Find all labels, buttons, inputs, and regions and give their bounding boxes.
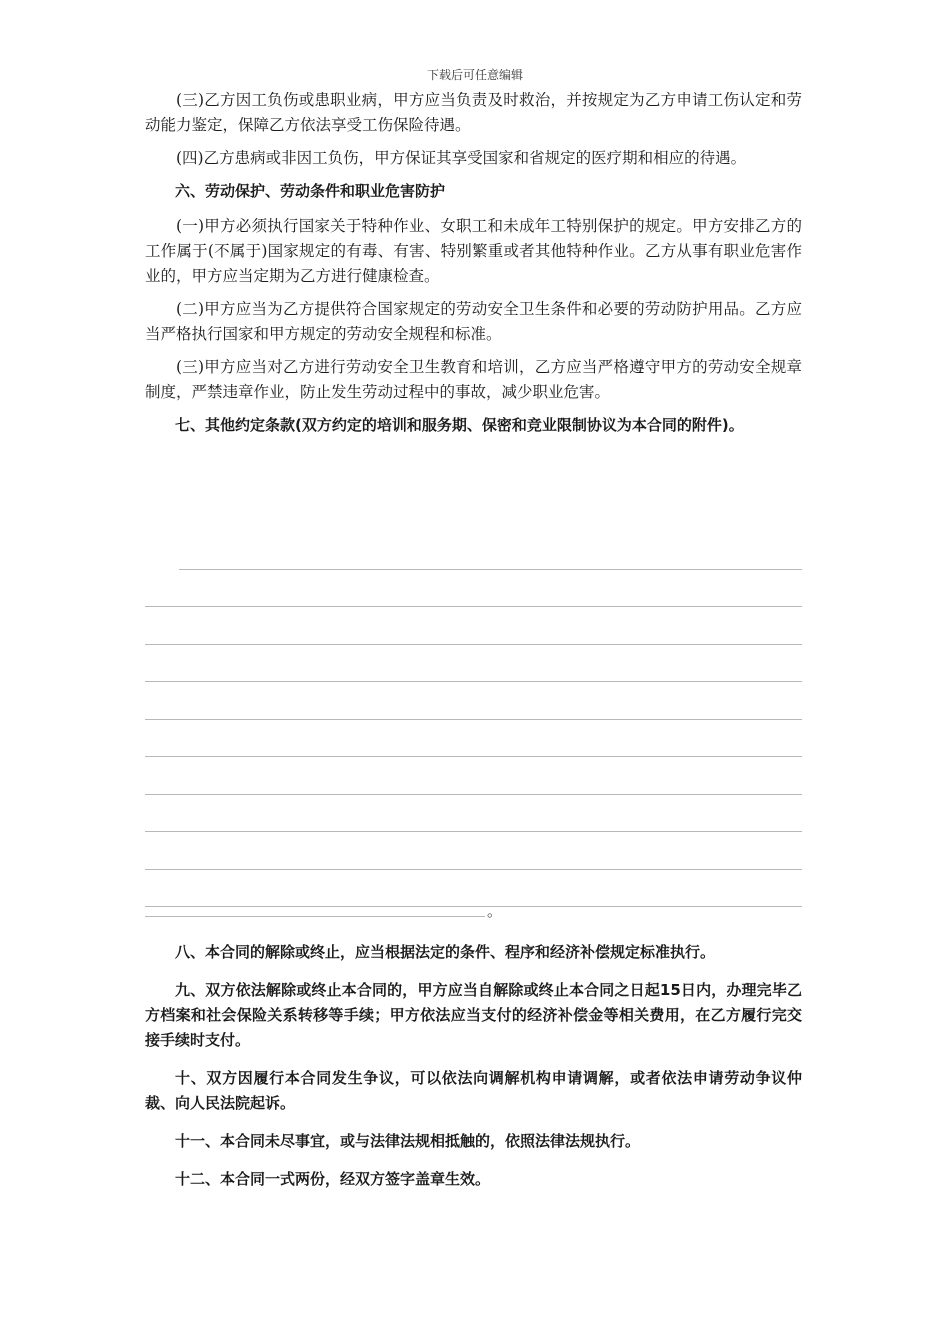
page-header: 下载后可任意编辑	[426, 68, 523, 82]
blank-line	[145, 720, 802, 758]
clause-5-3: (三)乙方因工负伤或患职业病，甲方应当负责及时救治，并按规定为乙方申请工伤认定和劳动能力鉴定，保障乙方依法享受工伤保险待遇。	[145, 91, 802, 134]
section-7-heading: 七、其他约定条款(双方约定的培训和服务期、保密和竞业限制协议为本合同的附件)。	[175, 416, 744, 434]
clause-10: 十、双方因履行本合同发生争议，可以依法向调解机构申请调解，或者依法申请劳动争议仲裁、向人民法院起诉。	[145, 1069, 802, 1112]
blank-line	[145, 607, 802, 645]
clause-11: 十一、本合同未尽事宜，或与法律法规相抵触的，依照法律法规执行。	[175, 1132, 641, 1150]
blank-line	[145, 645, 802, 683]
blank-line	[145, 532, 802, 570]
blank-line	[145, 570, 802, 608]
clause-12: 十二、本合同一式两份，经双方签字盖章生效。	[175, 1170, 491, 1188]
clause-5-4: (四)乙方患病或非因工负伤，甲方保证其享受国家和省规定的医疗期和相应的待遇。	[176, 149, 747, 167]
clause-9: 九、双方依法解除或终止本合同的，甲方应当自解除或终止本合同之日起15日内，办理完毕乙方档案和社会保险关系转移等手续；甲方依法应当支付的经济补偿金等相关费用，在乙方履行完交接手续时支付。	[145, 981, 802, 1049]
blank-line	[145, 832, 802, 870]
clause-6-2: (二)甲方应当为乙方提供符合国家规定的劳动安全卫生条件和必要的劳动防护用品。乙方应当严格执行国家和甲方规定的劳动安全规程和标准。	[145, 300, 802, 343]
blank-line	[145, 757, 802, 795]
document-body	[145, 88, 802, 446]
clause-8: 八、本合同的解除或终止，应当根据法定的条件、程序和经济补偿规定标准执行。	[175, 943, 716, 961]
blank-line	[145, 795, 802, 833]
blank-line	[145, 682, 802, 720]
end-mark: 。	[487, 902, 503, 920]
blank-fill-lines	[145, 532, 802, 907]
closing-clauses	[145, 940, 802, 1205]
blank-line-final	[145, 898, 505, 918]
clause-6-1: (一)甲方必须执行国家关于特种作业、女职工和未成年工特别保护的规定。甲方安排乙方的工作属于(不属于)国家规定的有毒、有害、特别繁重或者其他特种作业。乙方从事有职业危害作业的，甲方应当定期为乙方进行健康检查。	[145, 217, 802, 285]
blank-line-rule	[145, 916, 485, 917]
clause-6-3: (三)甲方应当对乙方进行劳动安全卫生教育和培训，乙方应当严格遵守甲方的劳动安全规章制度，严禁违章作业，防止发生劳动过程中的事故，减少职业危害。	[145, 358, 802, 401]
section-6-heading: 六、劳动保护、劳动条件和职业危害防护	[175, 182, 446, 200]
